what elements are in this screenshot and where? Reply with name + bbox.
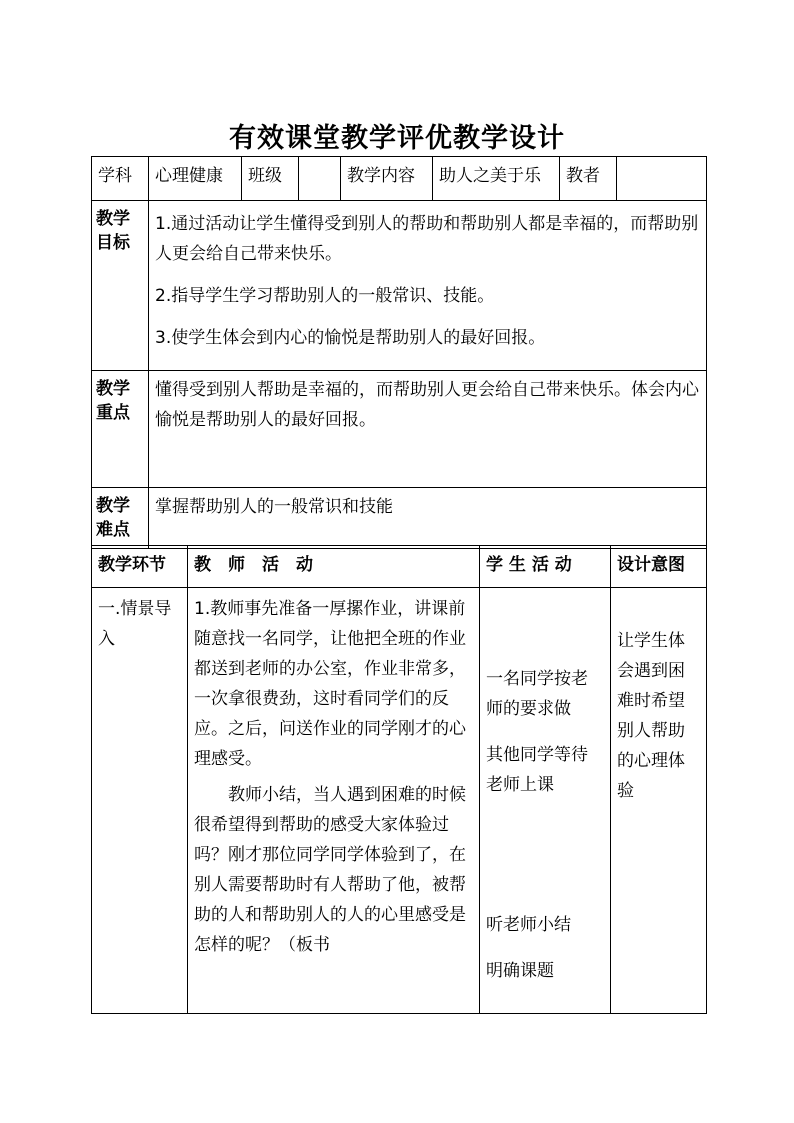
difficulties-row [92,488,707,549]
student-activity: 明确课题 [486,961,554,981]
teacher-label: 教者 [560,157,617,201]
key-points-text: 懂得受到别人帮助是幸福的，而帮助别人更会给自己带来快乐。体会内心愉悦是帮助别人的最好回报。 [149,371,707,488]
teacher-activity-cell [188,588,480,1014]
stage-cell: 一.情景导入 [92,588,188,1014]
process-row [92,588,707,1014]
goal-item: 1.通过活动让学生懂得受到别人的帮助和帮助别人都是幸福的，而帮助别人更会给自己带来快乐。 [155,214,699,264]
difficulties-label: 教学难点 [92,488,149,549]
subject-label: 学科 [92,157,149,201]
goal-item: 3.使学生体会到内心的愉悦是帮助别人的最好回报。 [155,328,546,348]
goals-row [92,201,707,371]
class-value [299,157,341,201]
teacher-paragraph: 教师小结，当人遇到困难的时候很希望得到帮助的感受大家体验过吗？刚才那位同学同学体验到了，在别人需要帮助时有人帮助了他，被帮助的人和帮助别人的人的心里感受是怎样的呢？（板书 [194,785,466,955]
student-activity: 听老师小结 [486,915,571,935]
difficulties-text: 掌握帮助别人的一般常识和技能 [149,488,707,549]
document-title: 有效课堂教学评优教学设计 [229,123,565,154]
col-header-stage: 教学环节 [92,546,188,588]
col-header-student: 学 生 活 动 [480,546,611,588]
student-activity-cell [480,588,611,1014]
teacher-paragraph: 1.教师事先准备一厚摞作业，讲课前随意找一名同学，让他把全班的作业都送到老师的办公室，作业非常多，一次拿很费劲，这时看同学们的反应。之后，问送作业的同学刚才的心理感受。 [194,599,466,769]
goal-item: 2.指导学生学习帮助别人的一般常识、技能。 [155,286,495,306]
goals-label: 教学目标 [92,201,149,371]
process-header-row [92,546,707,588]
col-header-teacher: 教 师 活 动 [188,546,480,588]
intent-cell: 让学生体会遇到困难时希望别人帮助的心理体验 [611,588,707,1014]
content-label: 教学内容 [341,157,433,201]
key-points-label: 教学重点 [92,371,149,488]
class-label: 班级 [242,157,299,201]
key-points-row [92,371,707,488]
student-activity: 一名同学按老师的要求做 [486,669,588,719]
content-value: 助人之美于乐 [433,157,560,201]
header-row [92,157,707,201]
goals-content [149,201,707,371]
subject-value: 心理健康 [149,157,242,201]
teacher-value [617,157,707,201]
info-table [91,156,707,549]
student-activity: 其他同学等待老师上课 [486,745,588,795]
col-header-intent: 设计意图 [611,546,707,588]
process-table [91,545,707,1014]
